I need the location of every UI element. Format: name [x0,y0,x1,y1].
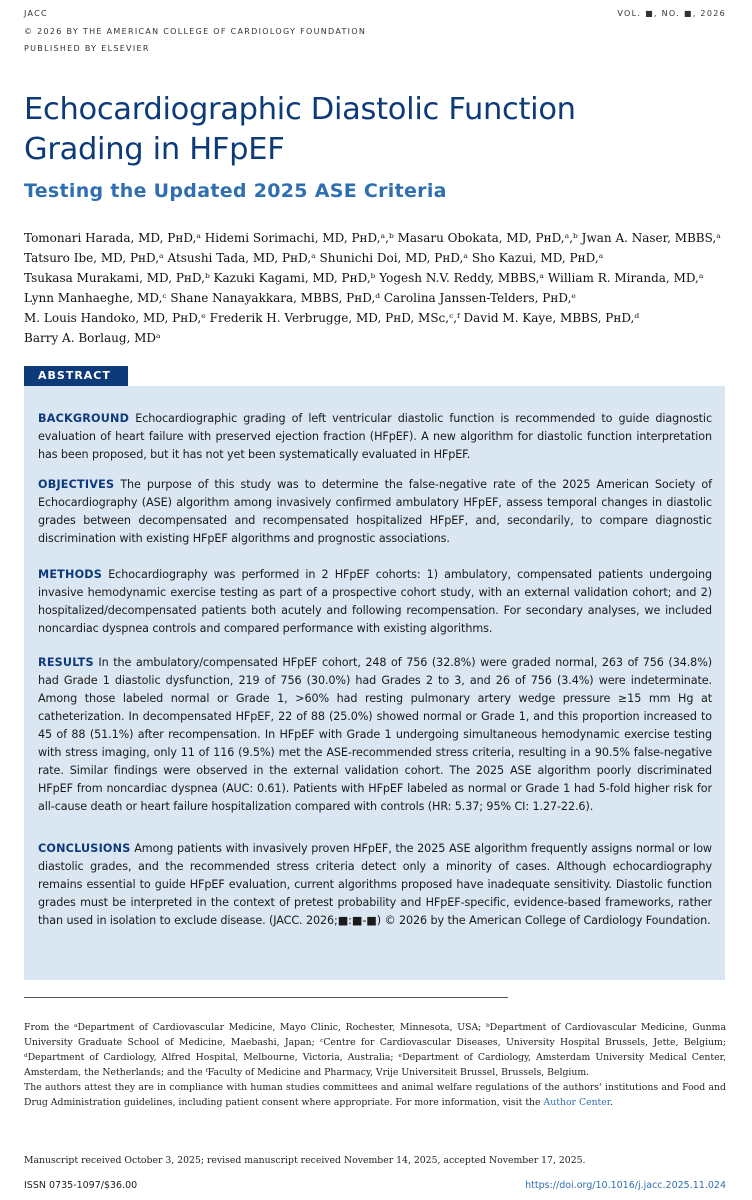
background-text: Echocardiographic grading of left ventricular diastolic function is recommended to guide diagnostic evaluation of heart failure with preserved ejection fraction (HFpEF). A new algorithm for diastolic function interpretation has been proposed, but it has not yet been systematically evaluated in HFpEF. [38,412,712,461]
compliance-prefix: The authors attest they are in compliance with human studies committees and animal welfare regulations of the authors' institutions and Food and Drug Administration guidelines, including patient consent where appropriate. For more information, visit the [24,1082,726,1108]
affiliations-footnote [24,1020,726,1110]
footnote-divider [24,997,508,998]
author-line-3: Tsukasa Murakami, MD, PʜD,ᵇ Kazuki Kagami, MD, PʜD,ᵇ Yogesh N.V. Reddy, MBBS,ᵃ William R. Miranda, MD,ᵃ [24,271,704,285]
title-line-2: Grading in HFpEF [24,132,285,167]
article-subtitle: Testing the Updated 2025 ASE Criteria [24,180,447,202]
author-list [24,228,734,348]
objectives-text: The purpose of this study was to determine the false-negative rate of the 2025 American Society of Echocardiography (ASE) algorithm among invasively confirmed ambulatory HFpEF, assess temporal changes in diastolic grades between decompensated and recompensated hospitalized HFpEF, and, secondarily, to compare diagnostic discrimination with existing HFpEF algorithms and prognostic associations. [38,478,712,545]
compliance-text [24,1080,726,1110]
abstract-conclusions [38,840,712,930]
publisher-line: PUBLISHED BY ELSEVIER [24,44,150,53]
compliance-suffix: . [610,1097,614,1108]
abstract-background [38,410,712,464]
author-center-link[interactable]: Author Center [543,1097,611,1108]
author-line-2: Tatsuro Ibe, MD, PʜD,ᵃ Atsushi Tada, MD, PʜD,ᵃ Shunichi Doi, MD, PʜD,ᵃ Sho Kazui, MD, PʜD,ᵃ [24,251,604,265]
methods-label: METHODS [38,568,103,581]
background-label: BACKGROUND [38,412,130,425]
manuscript-dates: Manuscript received October 3, 2025; revised manuscript received November 14, 2025, accepted November 17, 2025. [24,1155,586,1166]
abstract-objectives [38,476,712,548]
abstract-methods [38,566,712,638]
copyright-line: © 2026 BY THE AMERICAN COLLEGE OF CARDIOLOGY FOUNDATION [24,27,367,36]
doi-link[interactable]: https://doi.org/10.1016/j.jacc.2025.11.024 [525,1180,726,1191]
author-line-4: Lynn Manhaeghe, MD,ᶜ Shane Nanayakkara, MBBS, PʜD,ᵈ Carolina Janssen-Telders, PʜD,ᵉ [24,291,577,305]
conclusions-text: Among patients with invasively proven HFpEF, the 2025 ASE algorithm frequently assigns normal or low diastolic grades, and the recommended stress criteria detect only a minority of cases. Although echocardiography remains essential to guide HFpEF evaluation, current algorithms proposed have inadequate sensitivity. Diastolic function grades must be interpreted in the context of pretest probability and HFpEF-specific, evidence-based frameworks, rather than used in isolation to exclude disease. (JACC. 2026;■:■-■) © 2026 by the American College of Cardiology Foundation. [38,842,712,927]
author-line-5: M. Louis Handoko, MD, PʜD,ᵉ Frederik H. Verbrugge, MD, PʜD, MSᴄ,ᶜ,ᶠ David M. Kaye, MBBS, PʜD,ᵈ [24,311,640,325]
journal-name: JACC [24,9,48,18]
abstract-heading: ABSTRACT [24,366,128,386]
affiliations-text: From the ᵃDepartment of Cardiovascular Medicine, Mayo Clinic, Rochester, Minnesota, USA; ᵇDepartment of Cardiovascular Medicine, Gunma University Graduate School of Medicine, Maebashi, Japan; ᶜCentre for Cardiovascular Diseases, University Hospital Brussels, Jette, Belgium; ᵈDepartment of Cardiology, Alfred Hospital, Melbourne, Victoria, Australia; ᵉDepartment of Cardiology, Amsterdam University Medical Center, Amsterdam, the Netherlands; and the ᶠFaculty of Medicine and Pharmacy, Vrije Universiteit Brussel, Brussels, Belgium. [24,1022,726,1078]
abstract-results [38,654,712,816]
author-line-6: Barry A. Borlaug, MDᵃ [24,331,161,345]
author-line-1: Tomonari Harada, MD, PʜD,ᵃ Hidemi Sorimachi, MD, PʜD,ᵃ,ᵇ Masaru Obokata, MD, PʜD,ᵃ,ᵇ Jwan A. Naser, MBBS,ᵃ [24,231,721,245]
title-line-1: Echocardiographic Diastolic Function [24,92,576,127]
results-text: In the ambulatory/compensated HFpEF cohort, 248 of 756 (32.8%) were graded normal, 263 of 756 (34.8%) had Grade 1 diastolic dysfunction, 219 of 756 (30.0%) had Grades 2 to 3, and 26 of 756 (3.4%) were indeterminate. Among those labeled normal or Grade 1, >60% had resting pulmonary artery wedge pressure ≥15 mm Hg at catheterization. In decompensated HFpEF, 22 of 88 (25.0%) showed normal or Grade 1, and this proportion increased to 45 of 88 (51.1%) after recompensation. In HFpEF with Grade 1 undergoing simultaneous hemodynamic exercise testing with stress imaging, only 11 of 116 (9.5%) met the ASE-recommended stress criteria, resulting in a 90.5% false-negative rate. Similar findings were observed in the external validation cohort. The 2025 ASE algorithm poorly discriminated HFpEF from noncardiac dyspnea (AUC: 0.61). Patients with HFpEF labeled as normal or Grade 1 had 5-fold higher risk for all-cause death or heart failure hospitalization compared with controls (HR: 5.37; 95% CI: 1.27-22.6). [38,656,712,813]
issn-price: ISSN 0735-1097/$36.00 [24,1180,138,1191]
results-label: RESULTS [38,656,94,669]
article-title [24,90,724,170]
volume-info: VOL. ■, NO. ■, 2026 [617,9,726,18]
objectives-label: OBJECTIVES [38,478,115,491]
methods-text: Echocardiography was performed in 2 HFpEF cohorts: 1) ambulatory, compensated patients undergoing invasive hemodynamic exercise testing as part of a prospective cohort study, with an external validation cohort; and 2) hospitalized/decompensated patients both acutely and following recompensation. For secondary analyses, we included noncardiac dyspnea controls and compared performance with existing algorithms. [38,568,712,635]
conclusions-label: CONCLUSIONS [38,842,131,855]
